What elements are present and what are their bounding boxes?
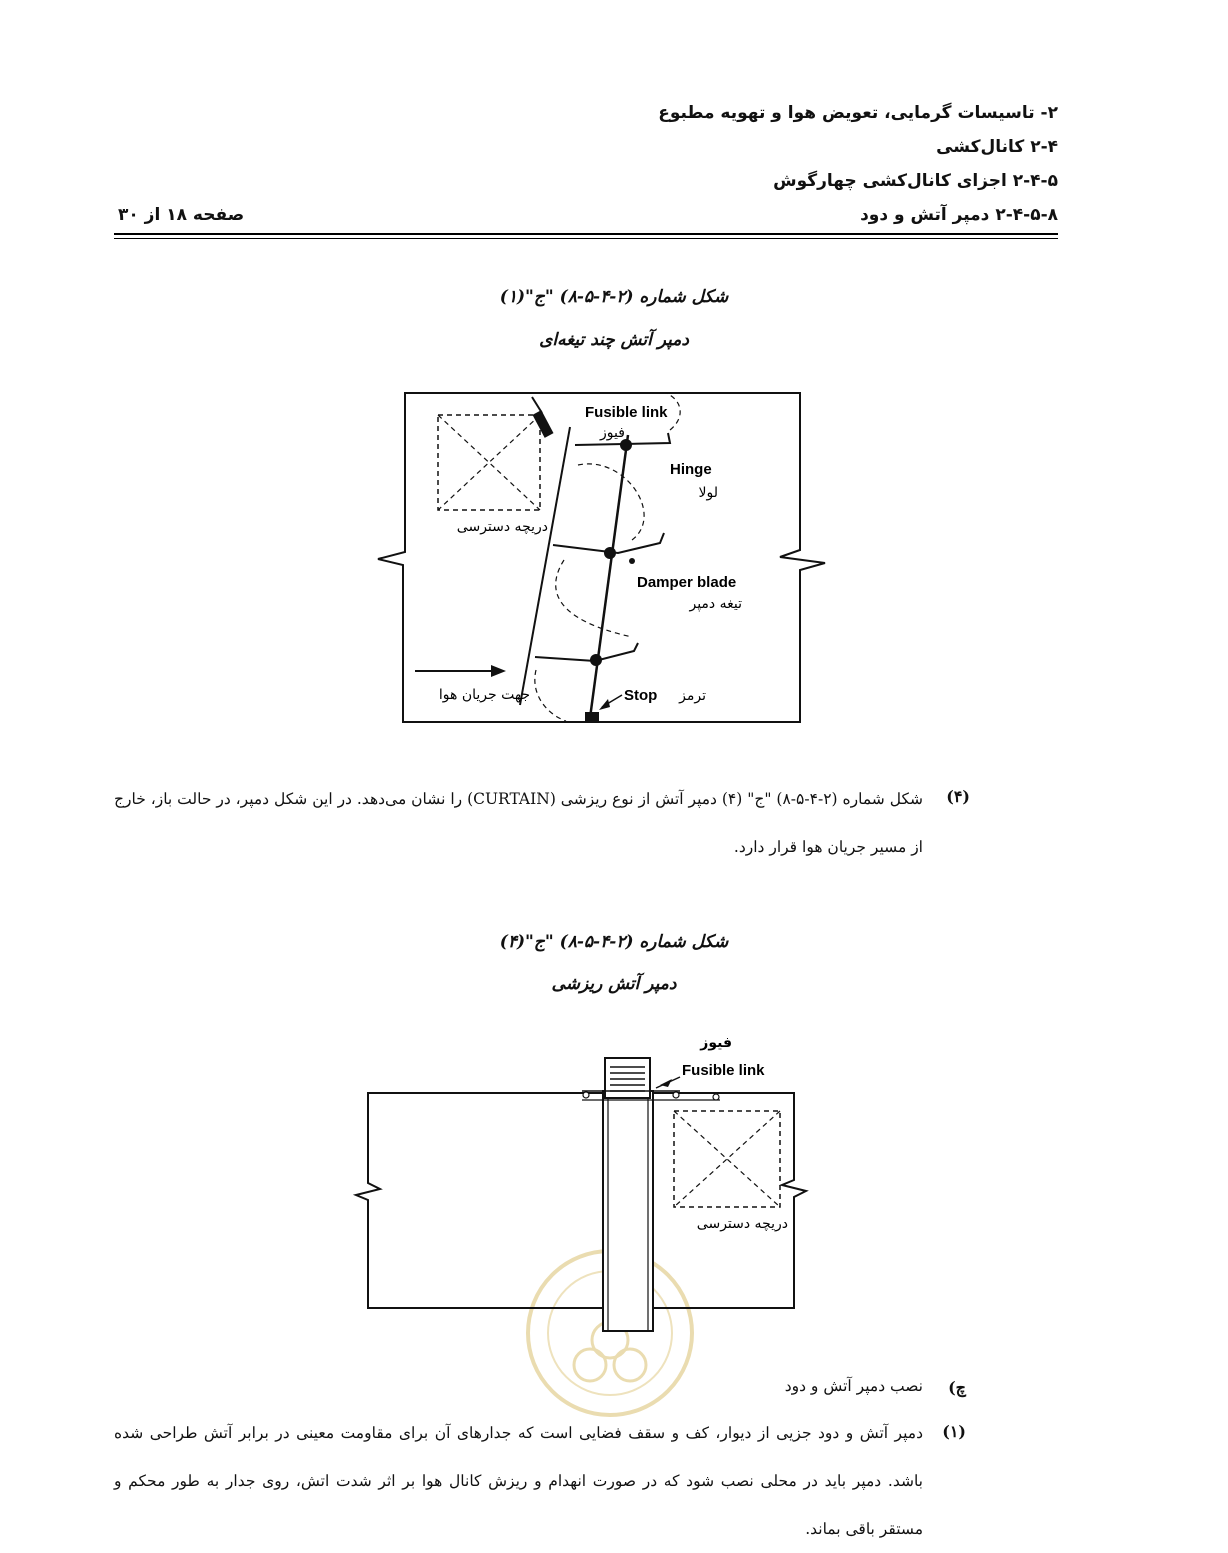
figure2-label-fusible-fa: فیوز: [700, 1035, 732, 1051]
header-topic-title: ۲-۴-۵-۸ دمپر آتش و دود: [860, 205, 1058, 225]
header-rule-thin: [114, 238, 1058, 239]
header-rule-thick: [114, 233, 1058, 235]
figure1-label-blade-fa: تیغه دمپر: [689, 596, 742, 612]
figure1-label-hinge-en: Hinge: [670, 461, 712, 478]
section-che-marker: چ): [948, 1378, 966, 1397]
figure1-label-stop-fa: ترمز: [679, 688, 706, 704]
header-section-title: ۲- تاسیسات گرمایی، تعویض هوا و تهویه مطبوع: [658, 103, 1058, 123]
figure1-label-blade-en: Damper blade: [637, 574, 737, 591]
paragraph1-text: دمپر آتش و دود جزیی از دیوار، کف و سقف فضایی است که جدارهای آن برای مقاومت معینی در برابر آتش طراحی شده باشد. دمپر باید در محلی نصب شود که در صورت انهدام و ریزش کانال هوا بر اثر شدت اتش، روی جدار به طور محکم و مستقر باقی بماند.: [114, 1424, 923, 1538]
figure1-label-access-door: دریچه دسترسی: [456, 519, 548, 535]
figure1-label-fusible-fa: فیوز: [600, 425, 625, 441]
header-subsubsection-title: ۲-۴-۵ اجزای کانال‌کشی چهارگوش: [773, 171, 1058, 191]
figure1-label-fusible-en: Fusible link: [585, 404, 668, 421]
figure1-caption-number: شکل شماره (۲-۴-۵-۸) "ج"(۱): [499, 287, 729, 307]
figure1-label-airflow: جهت جریان هوا: [438, 687, 530, 703]
figure2-label-fusible-en: Fusible link: [682, 1062, 765, 1079]
paragraph4-marker: (۴): [946, 787, 970, 806]
figure2-label-access-door: دریچه دسترسی: [696, 1216, 788, 1232]
page-number: صفحه ۱۸ از ۳۰: [118, 205, 245, 225]
section-che-title: نصب دمپر آتش و دود: [784, 1377, 923, 1395]
figure2-caption-title: دمپر آتش ریزشی: [551, 974, 677, 994]
paragraph4-text: شکل شماره (۲-۴-۵-۸) "ج" (۴) دمپر آتش از نوع ریزشی (CURTAIN) را نشان می‌دهد. در این شکل دمپر، در حالت باز، خارج از مسیر جریان هوا قرار دارد.: [113, 790, 923, 856]
paragraph1-marker: (۱): [942, 1422, 966, 1441]
figure1-label-stop-en: Stop: [624, 687, 658, 704]
figure1-label-hinge-fa: لولا: [698, 485, 718, 501]
figure1-caption-title: دمپر آتش چند تیغه‌ای: [539, 330, 689, 350]
figure1-multiblade-damper-diagram: [370, 385, 840, 730]
header-subsection-title: ۲-۴ کانال‌کشی: [936, 137, 1058, 157]
figure2-caption-number: شکل شماره (۲-۴-۵-۸) "ج"(۴): [499, 932, 729, 952]
figure2-curtain-damper-diagram: [350, 1025, 820, 1340]
